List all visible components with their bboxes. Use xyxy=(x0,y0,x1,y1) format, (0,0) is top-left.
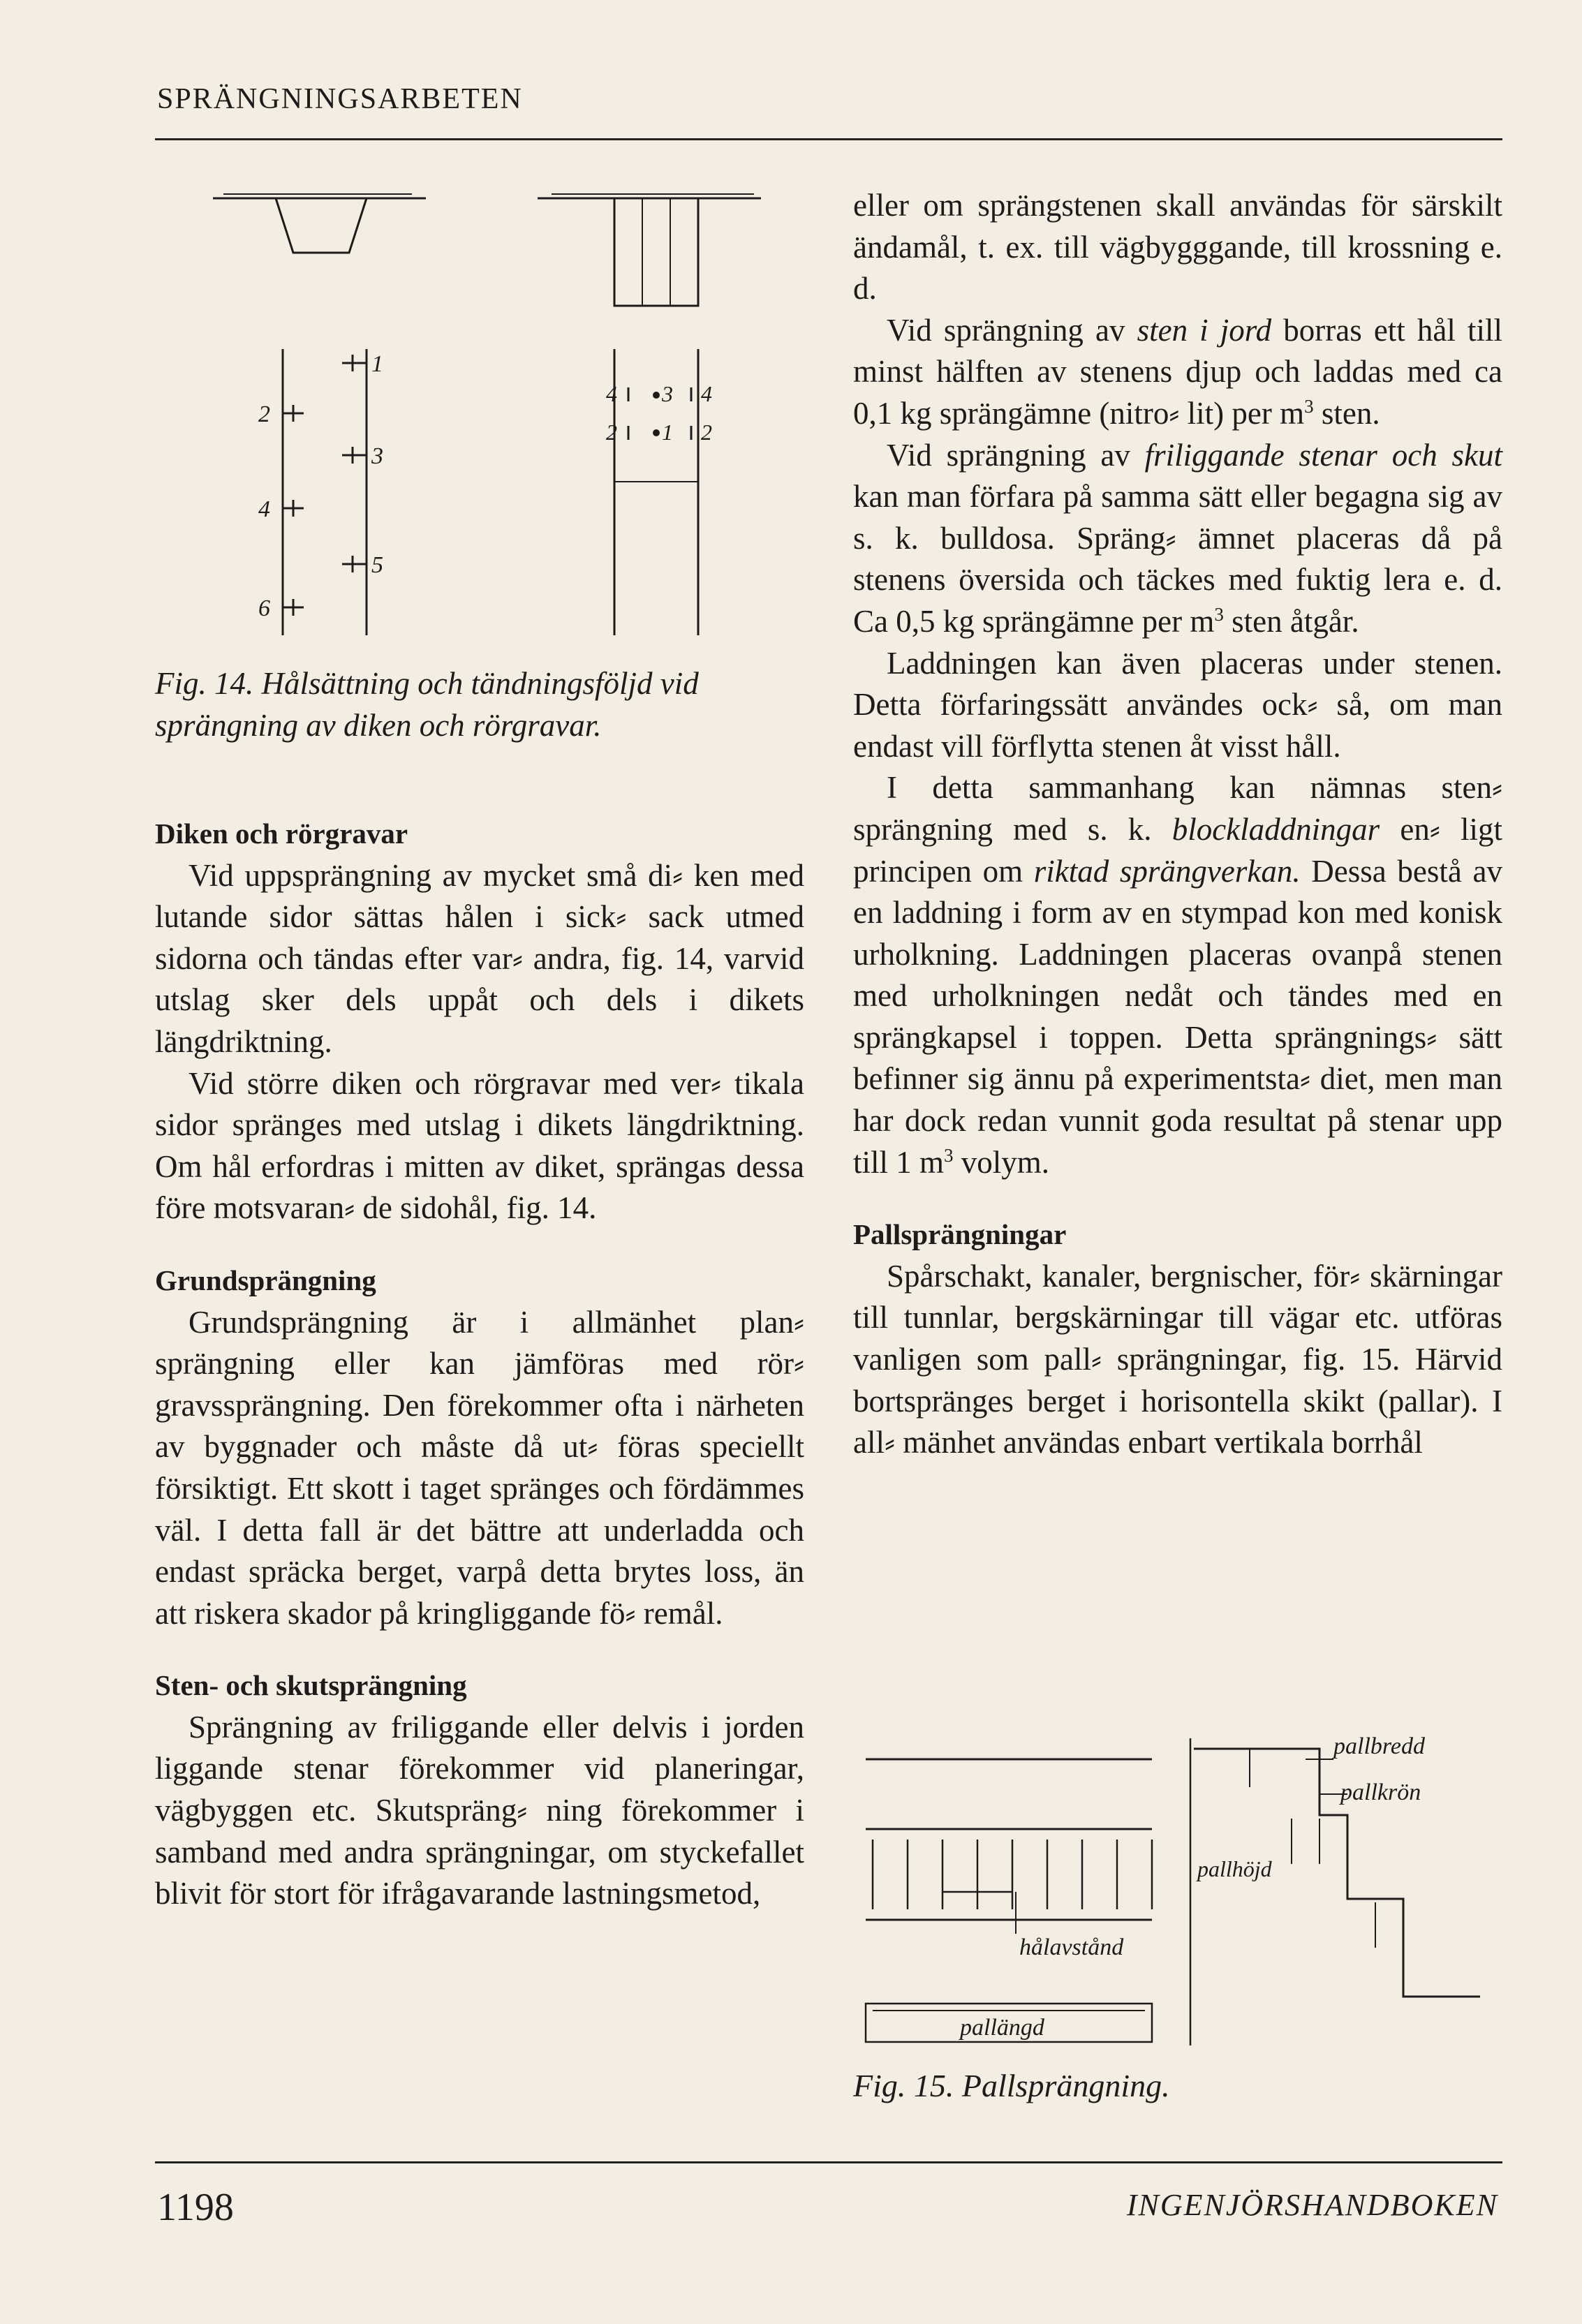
emphasis: blockladdningar xyxy=(1171,811,1380,847)
label-pallhojd: pallhöjd xyxy=(1197,1856,1272,1881)
figure-14-drawing xyxy=(209,188,782,649)
heading-grundsprangning: Grundsprängning xyxy=(155,1264,376,1296)
header-rule xyxy=(155,138,1502,140)
label-pallkron: pallkrön xyxy=(1340,1779,1421,1805)
fig14-label-3: 3 xyxy=(371,443,383,469)
fig14-label-r4b: 4 xyxy=(701,381,712,406)
figure-15-drawing xyxy=(859,1724,1487,2052)
running-head: SPRÄNGNINGSARBETEN xyxy=(157,83,523,115)
paragraph: Vid större diken och rörgravar med ver⸗ tikala sidor spränges med utslag i dikets längdriktning. Om hål erfordras i mitten av diket, sprängas dessa före motsvaran⸗ de sidohål, fig. 14. xyxy=(155,1065,804,1226)
fig14-label-4: 4 xyxy=(258,496,270,522)
footer-rule xyxy=(155,2161,1502,2163)
paragraph: Spårschakt, kanaler, bergnischer, för⸗ skärningar till tunnlar, bergskärningar till vägar etc. utföras vanligen som pall⸗ sprängningar, fig. 15. Härvid bortspränges berget i horisontella skikt (pallar). I all⸗ mänhet användas enbart vertikala borrhål xyxy=(853,1258,1502,1460)
trench-profile xyxy=(614,198,698,306)
fig14-label-r2a: 2 xyxy=(606,420,617,445)
right-column xyxy=(853,185,1502,1464)
fig14-label-1: 1 xyxy=(371,351,383,377)
paragraph: Vid sprängning av sten i jord borras ett hål till minst hälften av stenens djup och laddas med ca 0,1 kg sprängämne (nitro⸗ lit) per $m^3$ sten. xyxy=(853,312,1502,431)
book-title: INGENJÖRSHANDBOKEN xyxy=(1126,2188,1498,2222)
label-pallbredd: pallbredd xyxy=(1333,1733,1425,1759)
paragraph: Laddningen kan även placeras under stenen. Detta förfaringssätt användes ock⸗ så, om man endast vill förflytta stenen åt visst håll. xyxy=(853,645,1502,764)
page-number: 1198 xyxy=(157,2186,234,2229)
paragraph: Grundsprängning är i allmänhet plan⸗ sprängning eller kan jämföras med rör⸗ gravssprängning. Den förekommer ofta i närheten av byggnader och måste då ut⸗ föras speciellt försiktigt. Ett skott i taget spränges och fördämmes väl. I detta fall är det bättre att underladda och endast spräcka berget, varpå detta brytes loss, än att riskera skador på kringliggande fö⸗ remål. xyxy=(155,1304,804,1631)
heading-pallsprangningar: Pallsprängningar xyxy=(853,1218,1067,1251)
heading-sten-och-skut: Sten- och skutsprängning xyxy=(155,1669,467,1702)
fig14-label-r3: 3 xyxy=(662,381,673,406)
fig14-label-6: 6 xyxy=(258,595,270,621)
label-pallangd: pallängd xyxy=(960,2015,1044,2041)
small-ditch-profile xyxy=(276,198,367,253)
fig14-label-r1: 1 xyxy=(662,420,673,445)
emphasis: sten i jord xyxy=(1137,312,1272,348)
paragraph: I detta sammanhang kan nämnas sten⸗ sprängning med s. k. blockladdningar en⸗ ligt principen om riktad sprängverkan. Dessa bestå av en laddning i form av en stympad kon med konisk urholkning. Laddningen placeras ovanpå stenen med urholkningen nedåt och tändes med en sprängkapsel i toppen. Detta sprängnings⸗ sätt befinner sig ännu på experimentsta⸗ diet, men man har dock redan vunnit goda resultat på stenar upp till 1 $m^3$ volym. xyxy=(853,770,1503,1180)
paragraph: Vid uppsprängning av mycket små di⸗ ken med lutande sidor sättas hålen i sick⸗ sack utmed sidorna och tändas efter var⸗ andra, fig. 14, varvid utslag sker dels uppåt och dels i dikets längdriktning. xyxy=(155,857,804,1059)
figure-14-caption: Fig. 14. Hålsättning och tändningsföljd vid sprängning av diken och rörgravar. xyxy=(155,666,699,743)
paragraph: Vid sprängning av friliggande stenar och skut kan man förfara på samma sätt eller begagna sig av s. k. bulldosa. Spräng⸗ ämnet placeras då på stenens översida och täckes med fuktig lera e. d. Ca 0,5 kg sprängämne per $m^3$ sten åtgår. xyxy=(853,437,1502,639)
fig14-label-r4a: 4 xyxy=(606,381,617,406)
emphasis: riktad sprängverkan. xyxy=(1033,853,1301,889)
fig14-label-5: 5 xyxy=(371,552,383,578)
left-column xyxy=(155,813,804,1915)
emphasis: friliggande stenar och skut xyxy=(1144,437,1502,473)
fig14-label-r2b: 2 xyxy=(701,420,712,445)
drill-hole-rows xyxy=(873,1840,1152,1909)
paragraph: eller om sprängstenen skall användas för särskilt ändamål, t. ex. till vägbygggande, till krossning e. d. xyxy=(853,188,1502,306)
label-halavstand: hålavstånd xyxy=(1019,1934,1124,1960)
figure-15-caption: Fig. 15. Pallsprängning. xyxy=(853,2068,1170,2103)
fig14-label-2: 2 xyxy=(258,401,270,427)
heading-diken: Diken och rörgravar xyxy=(155,817,408,850)
paragraph: Sprängning av friliggande eller delvis i jorden liggande stenar förekommer vid planeringar, vägbyggen etc. Skutspräng⸗ ning förekommer i samband med andra sprängningar, om styckefallet blivit för stort för ifrågavarande lastningsmetod, xyxy=(155,1709,804,1911)
